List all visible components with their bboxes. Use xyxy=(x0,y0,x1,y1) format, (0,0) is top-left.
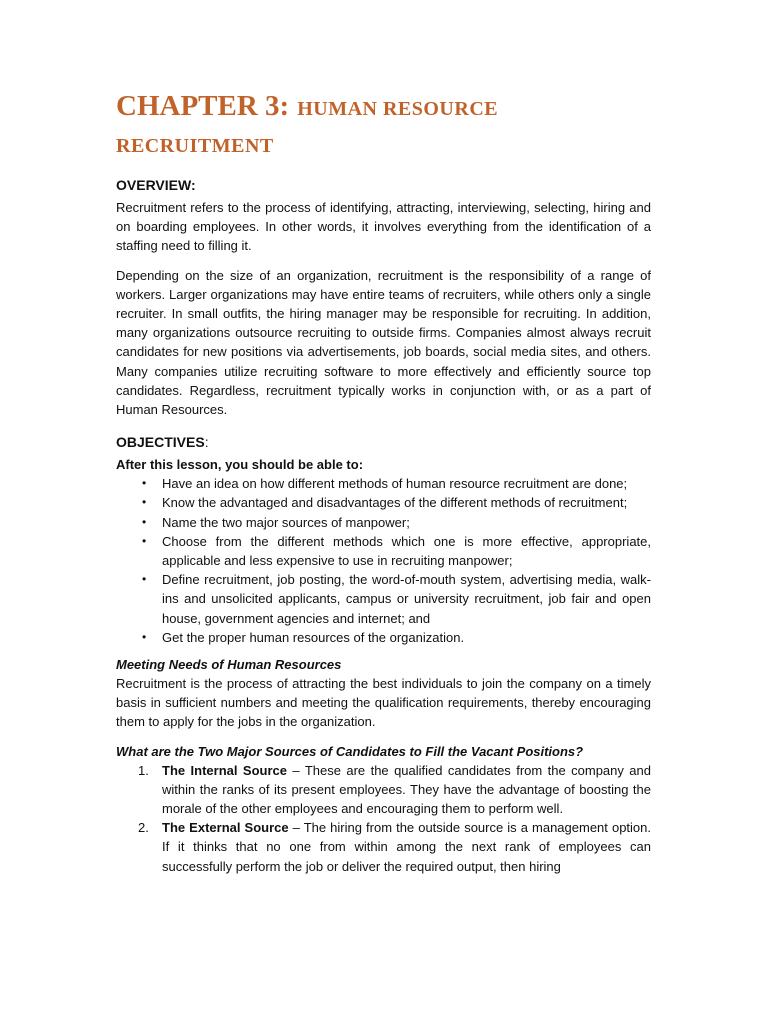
meeting-needs-heading: Meeting Needs of Human Resources xyxy=(116,657,342,673)
bullet-icon: • xyxy=(142,476,147,491)
sources-list xyxy=(116,761,651,876)
meeting-needs-paragraph: Recruitment is the process of attracting the best individuals to join the company on a timely basis in sufficient numbers and meeting the qualification requirements, thereby encouraging them to apply for the jobs in the organization. xyxy=(116,676,651,730)
bullet-icon: • xyxy=(142,514,147,529)
bullet-icon: • xyxy=(142,495,147,510)
bullet-icon: • xyxy=(142,533,147,548)
objectives-list xyxy=(116,474,651,647)
list-item: • Choose from the different methods which one is more effective, appropriate, applicable and less expensive to use in recruiting manpower; xyxy=(142,533,651,569)
page-content xyxy=(116,88,651,876)
item-number: 2. xyxy=(138,820,149,836)
source-text: – The hiring from the outside source is a management option. If it thinks that no one from within among the next rank of employees can successfully perform the job or deliver the required output, then hiring xyxy=(162,820,651,874)
source-text: – These are the qualified candidates from the company and within the ranks of its present employees. They have the advantage of boosting the morale of the other employees and encouraging them to perform well. xyxy=(162,762,651,817)
source-term: The External Source xyxy=(162,820,289,836)
list-item: • Name the two major sources of manpower; xyxy=(116,513,651,532)
list-item: • Get the proper human resources of the organization. xyxy=(116,628,651,647)
list-item: • Define recruitment, job posting, the word-of-mouth system, advertising media, walk-ins and unsolicited applicants, campus or university recruitment, job fair and open house, government agencies and internet; and xyxy=(142,572,651,626)
source-term: The Internal Source xyxy=(162,762,287,778)
objectives-intro: After this lesson, you should be able to: xyxy=(116,457,364,473)
overview-heading: OVERVIEW: xyxy=(116,177,196,193)
item-number: 1. xyxy=(138,762,149,778)
chapter-title-line2: RECRUITMENT xyxy=(116,135,274,157)
list-item xyxy=(116,761,651,819)
sources-heading: What are the Two Major Sources of Candidates to Fill the Vacant Positions? xyxy=(116,743,584,759)
bullet-icon: • xyxy=(142,572,147,587)
objectives-heading: OBJECTIVES: xyxy=(116,434,209,451)
bullet-icon: • xyxy=(142,629,147,644)
overview-paragraph-1: Recruitment refers to the process of identifying, attracting, interviewing, selecting, hiring and on boarding employees. In other words, it involves everything from the identification of a staffing need to filling it. xyxy=(116,200,651,254)
chapter-title xyxy=(116,88,651,162)
overview-paragraph-2: Depending on the size of an organization, recruitment is the responsibility of a range of workers. Larger organizations may have entire teams of recruiters, while others only a single recruiter. In small outfits, the hiring manager may be responsible for recruiting. In addition, many organizations outsource recruiting to outside firms. Companies almost always recruit candidates for new positions via advertisements, job boards, social media sites, and others. Many companies utilize recruiting software to more effectively and efficiently source top candidates. Regardless, recruitment typically works in conjunction with, or as a part of Human Resources. xyxy=(116,267,651,418)
chapter-title-line1: HUMAN RESOURCE xyxy=(297,98,499,120)
list-item: • Have an idea on how different methods of human resource recruitment are done; xyxy=(116,474,651,493)
chapter-number: CHAPTER 3: xyxy=(116,90,290,122)
list-item xyxy=(116,818,651,876)
list-item: • Know the advantaged and disadvantages of the different methods of recruitment; xyxy=(116,493,651,512)
